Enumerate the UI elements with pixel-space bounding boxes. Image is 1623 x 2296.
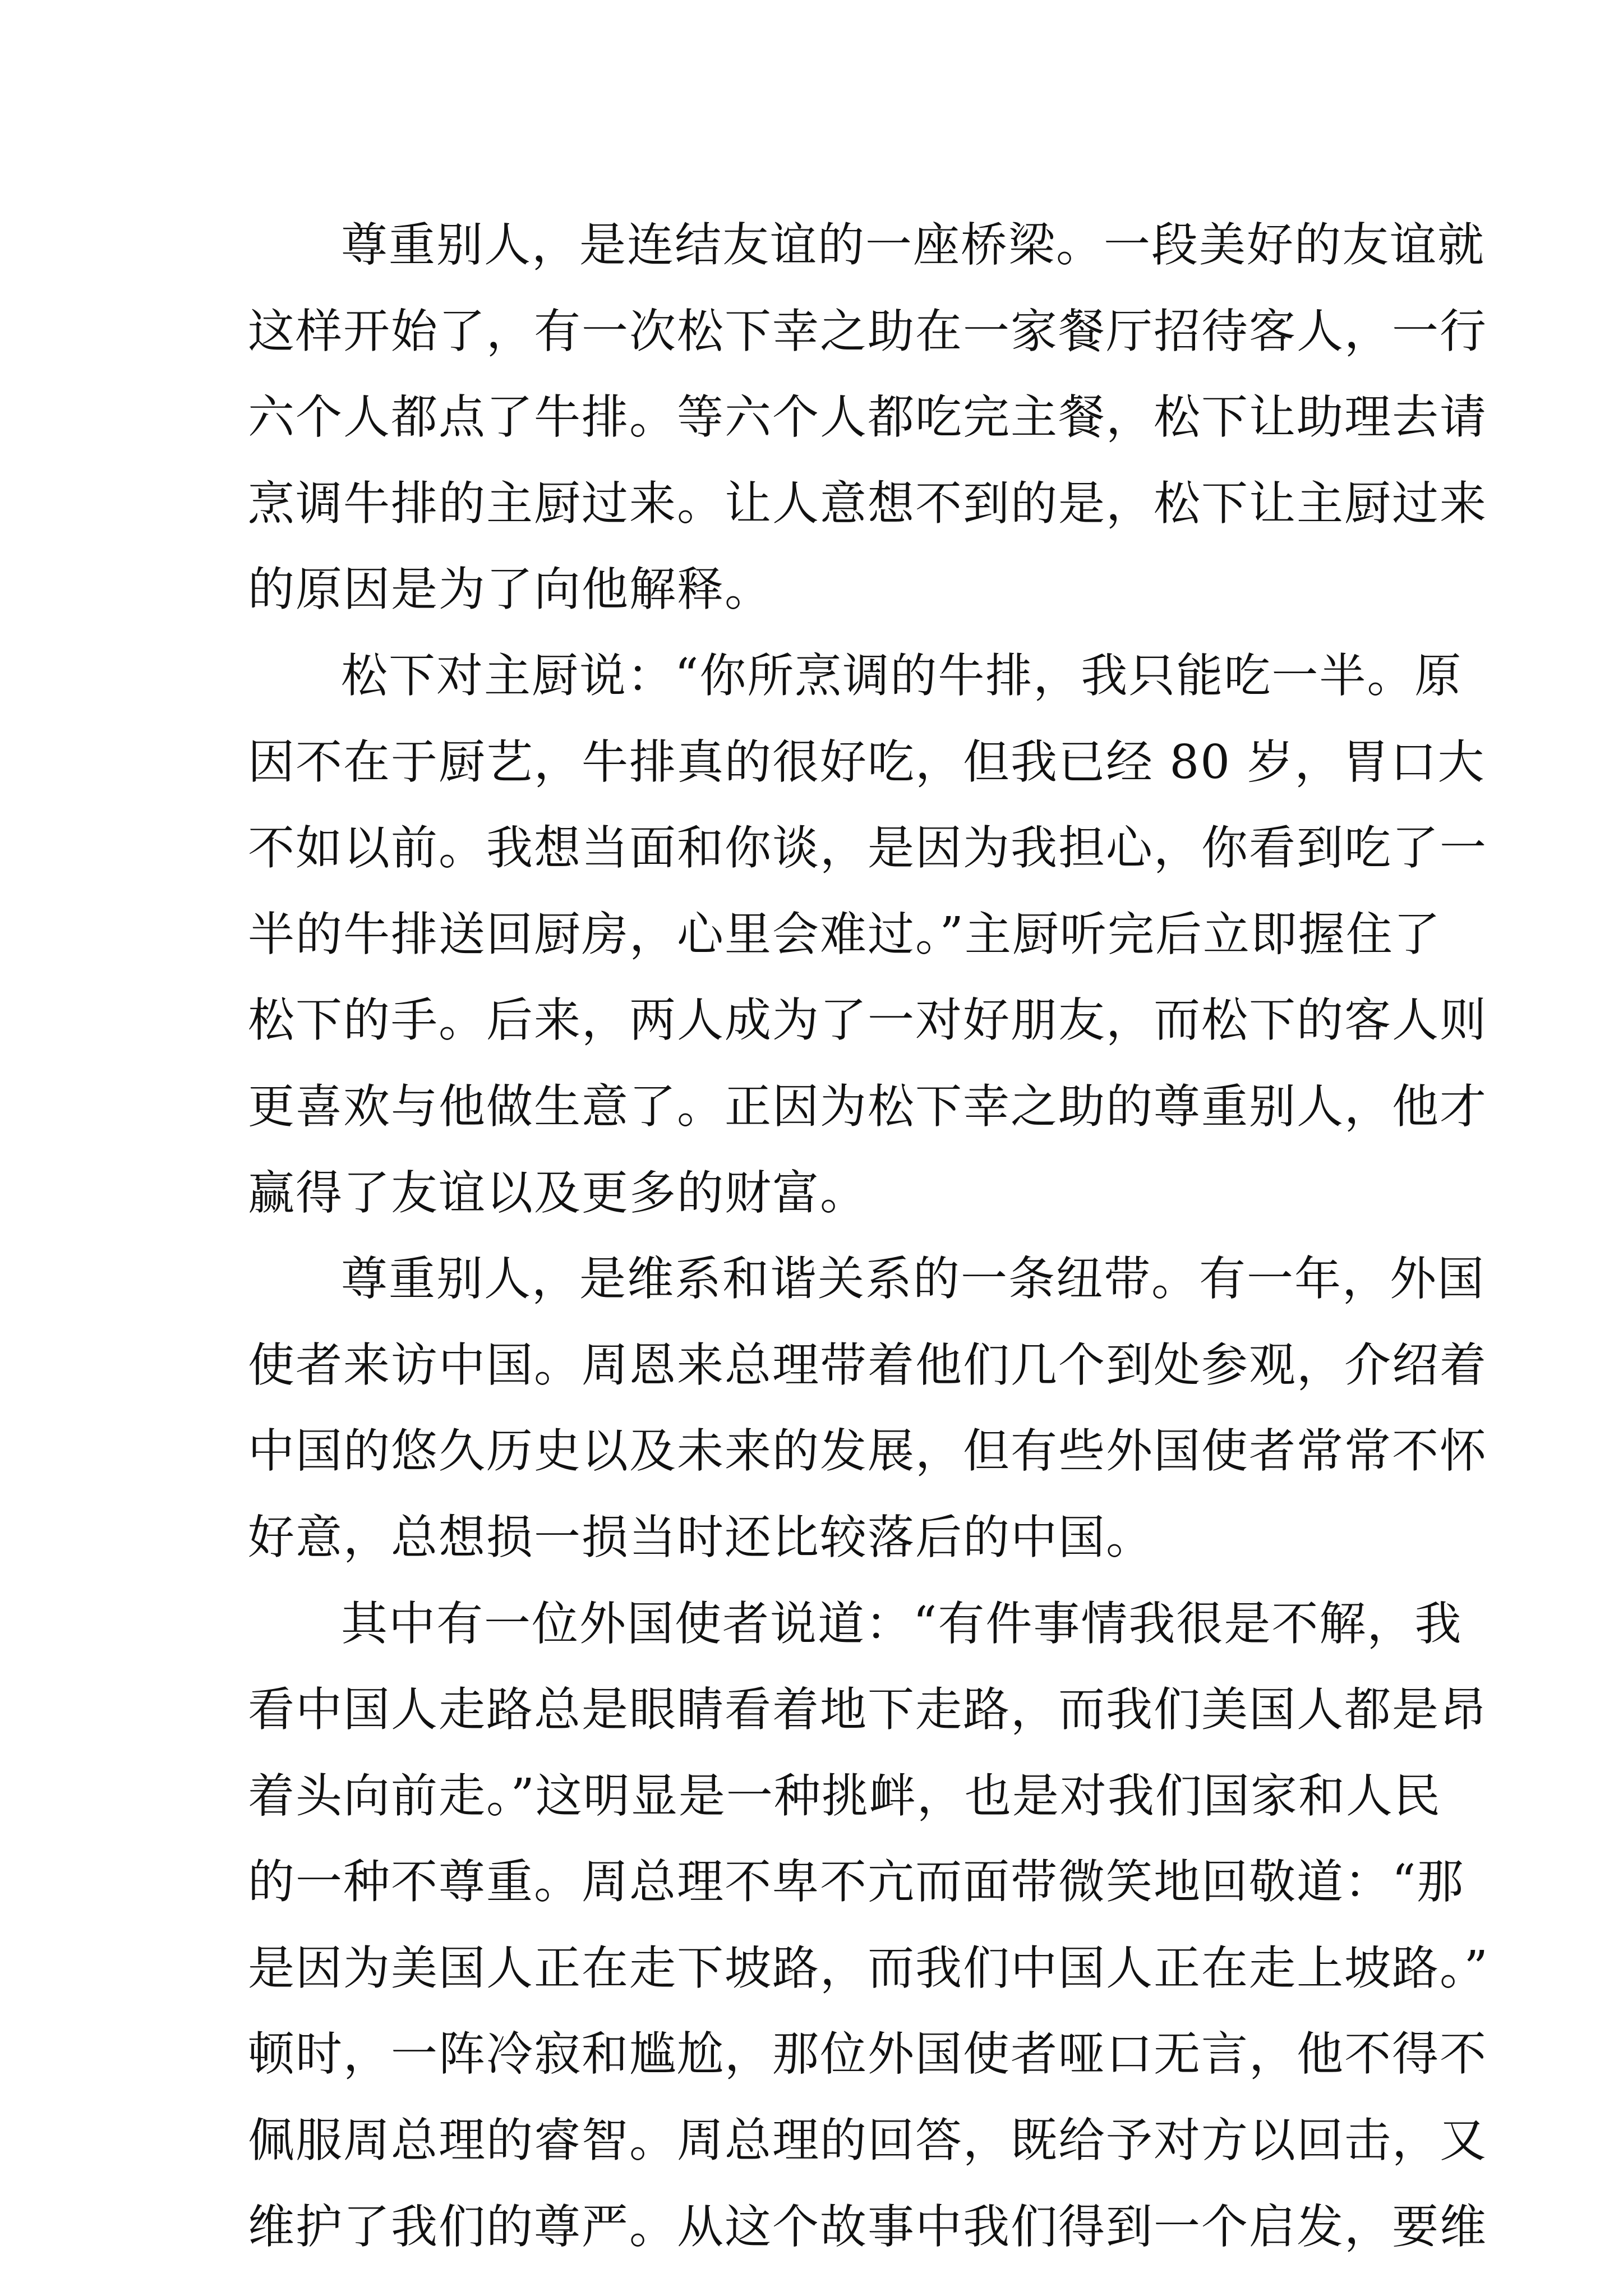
text-line: 因不在于厨艺，牛排真的很好吃，但我已经 80 岁，胃口大	[248, 734, 1486, 789]
text-line: 顿时，一阵冷寂和尴尬，那位外国使者哑口无言，他不得不	[248, 2027, 1487, 2082]
text-line: 更喜欢与他做生意了。正因为松下幸之助的尊重别人，他才	[248, 1079, 1487, 1134]
text-line: 看中国人走路总是眼睛看着地下走路，而我们美国人都是昂	[248, 1682, 1487, 1737]
text-line: 尊重别人，是维系和谐关系的一条纽带。有一年，外国	[341, 1251, 1485, 1306]
text-line: 赢得了友谊以及更多的财富。	[248, 1165, 868, 1220]
paragraph-3	[248, 1236, 1487, 1580]
text-line: 其中有一位外国使者说道：“有件事情我很是不解，我	[341, 1596, 1463, 1651]
text-line: 烹调牛排的主厨过来。让人意想不到的是，松下让主厨过来	[248, 476, 1487, 531]
text-line: 维护了我们的尊严。从这个故事中我们得到一个启发，要维	[248, 2199, 1487, 2254]
document-body	[248, 202, 1489, 2270]
paragraph-2	[248, 633, 1487, 1236]
text-line: 不如以前。我想当面和你谈，是因为我担心，你看到吃了一	[248, 821, 1487, 876]
text-line: 六个人都点了牛排。等六个人都吃完主餐，松下让助理去请	[248, 390, 1487, 445]
text-line: 着头向前走。”这明显是一种挑衅，也是对我们国家和人民	[248, 1768, 1441, 1823]
text-line: 的原因是为了向他解释。	[248, 562, 772, 617]
text-line: 是因为美国人正在走下坡路，而我们中国人正在走上坡路。”	[248, 1940, 1489, 1995]
text-line: 的一种不尊重。周总理不卑不亢而面带微笑地回敬道：“那	[248, 1855, 1465, 1910]
paragraph-4	[248, 1581, 1489, 2270]
text-line: 松下对主厨说：“你所烹调的牛排，我只能吃一半。原	[341, 648, 1463, 703]
text-line: 松下的手。后来，两人成为了一对好朋友，而松下的客人则	[248, 993, 1487, 1048]
text-line: 使者来访中国。周恩来总理带着他们几个到处参观，介绍着	[248, 1337, 1487, 1392]
text-line: 中国的悠久历史以及未来的发展，但有些外国使者常常不怀	[248, 1424, 1487, 1479]
text-line: 佩服周总理的睿智。周总理的回答，既给予对方以回击，又	[248, 2113, 1487, 2168]
text-line: 好意，总想损一损当时还比较落后的中国。	[248, 1510, 1154, 1565]
paragraph-1	[248, 202, 1487, 633]
text-line: 这样开始了，有一次松下幸之助在一家餐厅招待客人，一行	[248, 303, 1487, 358]
text-line: 半的牛排送回厨房，心里会难过。”主厨听完后立即握住了	[248, 907, 1441, 961]
text-line: 尊重别人，是连结友谊的一座桥梁。一段美好的友谊就	[341, 218, 1485, 272]
